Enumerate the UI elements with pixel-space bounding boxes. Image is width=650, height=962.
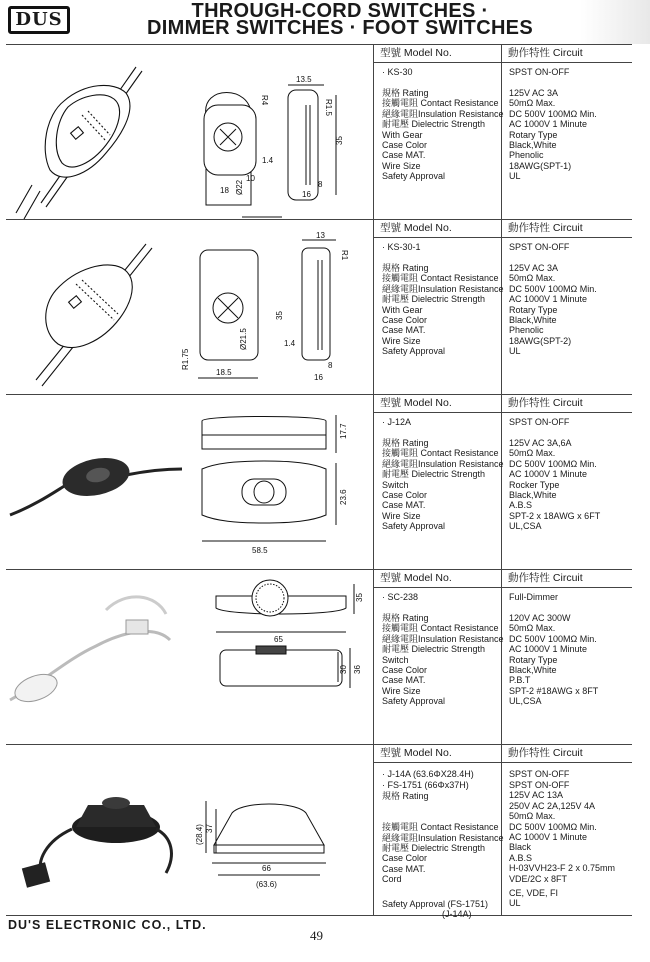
product-drawing-area — [6, 745, 374, 915]
circuit-type: SPST ON-OFF — [509, 67, 570, 77]
dim-label: 1.4 — [284, 339, 296, 348]
spec-column — [374, 220, 502, 394]
dim-label: 16 — [314, 373, 323, 382]
circuit-column-header: 動作特性 Circuit — [502, 570, 632, 588]
j-12a-product-photo — [10, 452, 182, 515]
company-name: DU'S ELECTRONIC CO., LTD. — [8, 918, 207, 932]
dim-label: 35 — [275, 311, 284, 320]
corner-photo — [580, 0, 650, 44]
sc-238-dimension-drawing — [216, 580, 364, 688]
spec-values: SPST ON-OFF 125V AC 13A 250V AC 2A,125V 4A 50mΩ Max. DC 500V 100MΩ Min. AC 1000V 1 Minute Black A.B.S H-03VVH23-F 2 x 0.75mm VDE/2C x 8FT CE, VDE, FI UL — [509, 780, 616, 909]
foot-switch-dimension-drawing — [195, 801, 326, 889]
page-header — [0, 0, 650, 44]
dim-label: 10 — [246, 174, 255, 183]
circuit-type: Full-Dimmer — [509, 592, 558, 602]
dim-label: 13 — [316, 231, 325, 240]
company-logo: DUS — [8, 6, 70, 34]
dim-label: 1.4 — [262, 156, 274, 165]
page-number: 49 — [310, 928, 323, 943]
dim-label: R1.75 — [181, 348, 190, 370]
circuit-column — [502, 570, 632, 744]
ks-30-drawing — [6, 45, 374, 220]
model-number: · KS-30-1 — [382, 242, 421, 252]
dim-label: R1 — [340, 250, 349, 261]
dim-label: 36 — [353, 665, 362, 674]
sc-238-drawing — [6, 570, 374, 745]
circuit-column — [502, 220, 632, 394]
product-section-ks-30 — [6, 45, 632, 220]
dim-label: 58.5 — [252, 546, 268, 555]
dim-label: 23.6 — [339, 489, 348, 505]
dim-label: 13.5 — [296, 75, 312, 84]
ks-30-1-product-sketch — [36, 244, 152, 386]
model-column-header: 型號 Model No. — [374, 395, 501, 413]
model-number: · J-12A — [382, 417, 412, 427]
dim-label: 30 — [339, 665, 348, 674]
dim-label: Ø22 — [235, 179, 244, 195]
product-section-ks-30-1 — [6, 220, 632, 395]
circuit-column-header: 動作特性 Circuit — [502, 395, 632, 413]
model-column-header: 型號 Model No. — [374, 220, 501, 238]
spec-column — [374, 745, 504, 920]
spec-values: 125V AC 3A,6A 50mΩ Max. DC 500V 100MΩ Min. AC 1000V 1 Minute Rocker Type Black,White A.B.S SPT-2 x 18AWG x 6FT UL,CSA — [509, 438, 601, 532]
product-section-j-12a — [6, 395, 632, 570]
spec-values: 125V AC 3A 50mΩ Max. DC 500V 100MΩ Min. AC 1000V 1 Minute Rotary Type Black,White Phenolic 18AWG(SPT-1) UL — [509, 88, 597, 182]
circuit-type: SPST ON-OFF — [509, 242, 570, 252]
spec-values: 125V AC 3A 50mΩ Max. DC 500V 100MΩ Min. AC 1000V 1 Minute Rotary Type Black,White Phenolic 18AWG(SPT-2) UL — [509, 263, 597, 357]
page-title-line-1: THROUGH-CORD SWITCHES · — [191, 0, 489, 22]
spec-labels: 規格 Rating 接觸電阻 Contact Resistance 絕緣電阻Insulation Resistance 耐電壓 Dielectric Strength Switch Case Color Case MAT. Wire Size Safety Approval — [382, 613, 504, 707]
circuit-column — [502, 45, 632, 219]
product-drawing-area — [6, 395, 374, 569]
foot-switch-product-photo — [22, 797, 172, 888]
dim-label: 18 — [220, 186, 229, 195]
foot-switch-drawing — [6, 745, 374, 915]
dim-label: R1.5 — [324, 99, 333, 116]
dim-label: Ø21.5 — [239, 328, 248, 350]
model-number: · J-14A (63.6ΦX28.4H) · FS-1751 (66Φx37H) — [382, 769, 474, 790]
spec-labels: 規格 Rating 接觸電阻 Contact Resistance 絕緣電阻Insulation Resistance 耐電壓 Dielectric Strength With Gear Case Color Case MAT. Wire Size Safety Approval — [382, 88, 504, 182]
sc-238-product-photo — [10, 597, 170, 707]
model-column-header: 型號 Model No. — [374, 570, 501, 588]
dim-label: (63.6) — [256, 880, 277, 889]
j-12a-drawing — [6, 395, 374, 570]
dim-label: 65 — [274, 635, 283, 644]
dim-label: 35 — [335, 136, 344, 145]
model-column-header: 型號 Model No. — [374, 745, 501, 763]
product-section-sc-238 — [6, 570, 632, 745]
circuit-type: SPST ON-OFF — [509, 417, 570, 427]
product-drawing-area — [6, 570, 374, 744]
dim-label: 66 — [262, 864, 271, 873]
spec-column — [374, 45, 502, 219]
model-column-header: 型號 Model No. — [374, 45, 501, 63]
product-catalog-table — [6, 44, 632, 920]
dim-label: 17.7 — [339, 423, 348, 439]
circuit-column — [502, 395, 632, 569]
product-section-j-14a-fs-1751 — [6, 745, 632, 920]
product-drawing-area — [6, 220, 374, 394]
circuit-column-header: 動作特性 Circuit — [502, 45, 632, 63]
model-number: · SC-238 — [382, 592, 419, 602]
spec-labels: 規格 Rating 接觸電阻 Contact Resistance 絕緣電阻Insulation Resistance 耐電壓 Dielectric Strength Case Color Case MAT. Cord Safety Approval (FS-1751) (J-14A) — [382, 791, 504, 920]
spec-labels: 規格 Rating 接觸電阻 Contact Resistance 絕緣電阻Insulation Resistance 耐電壓 Dielectric Strength Switch Case Color Case MAT. Wire Size Safety Approval — [382, 438, 504, 532]
model-number: · KS-30 — [382, 67, 413, 77]
circuit-column-header: 動作特性 Circuit — [502, 745, 632, 763]
ks-30-dimension-drawing — [204, 75, 344, 217]
spec-values: 120V AC 300W 50mΩ Max. DC 500V 100MΩ Min. AC 1000V 1 Minute Rotary Type Black,White P.B.T SPT-2 #18AWG x 8FT UL,CSA — [509, 613, 599, 707]
dim-label: 8 — [318, 180, 323, 189]
j-12a-dimension-drawing — [202, 415, 348, 555]
dim-label: 8 — [328, 361, 333, 370]
ks-30-1-dimension-drawing — [181, 231, 349, 382]
spec-column — [374, 570, 502, 744]
dim-label: 16 — [302, 190, 311, 199]
dim-label: 18.5 — [216, 368, 232, 377]
dim-label: 35 — [355, 593, 364, 602]
circuit-column — [502, 745, 632, 915]
dim-label: R4 — [260, 95, 269, 106]
circuit-type: SPST ON-OFF — [509, 769, 570, 779]
spec-labels: 規格 Rating 接觸電阻 Contact Resistance 絕緣電阻Insulation Resistance 耐電壓 Dielectric Strength With Gear Case Color Case MAT. Wire Size Safety Approval — [382, 263, 504, 357]
product-drawing-area — [6, 45, 374, 219]
page-title-line-2: DIMMER SWITCHES · FOOT SWITCHES — [147, 17, 533, 39]
spec-column — [374, 395, 502, 569]
ks-30-product-sketch — [16, 67, 142, 219]
ks-30-1-drawing — [6, 220, 374, 395]
circuit-column-header: 動作特性 Circuit — [502, 220, 632, 238]
dim-label: 37 — [205, 824, 214, 833]
dim-label: (28.4) — [195, 824, 204, 845]
